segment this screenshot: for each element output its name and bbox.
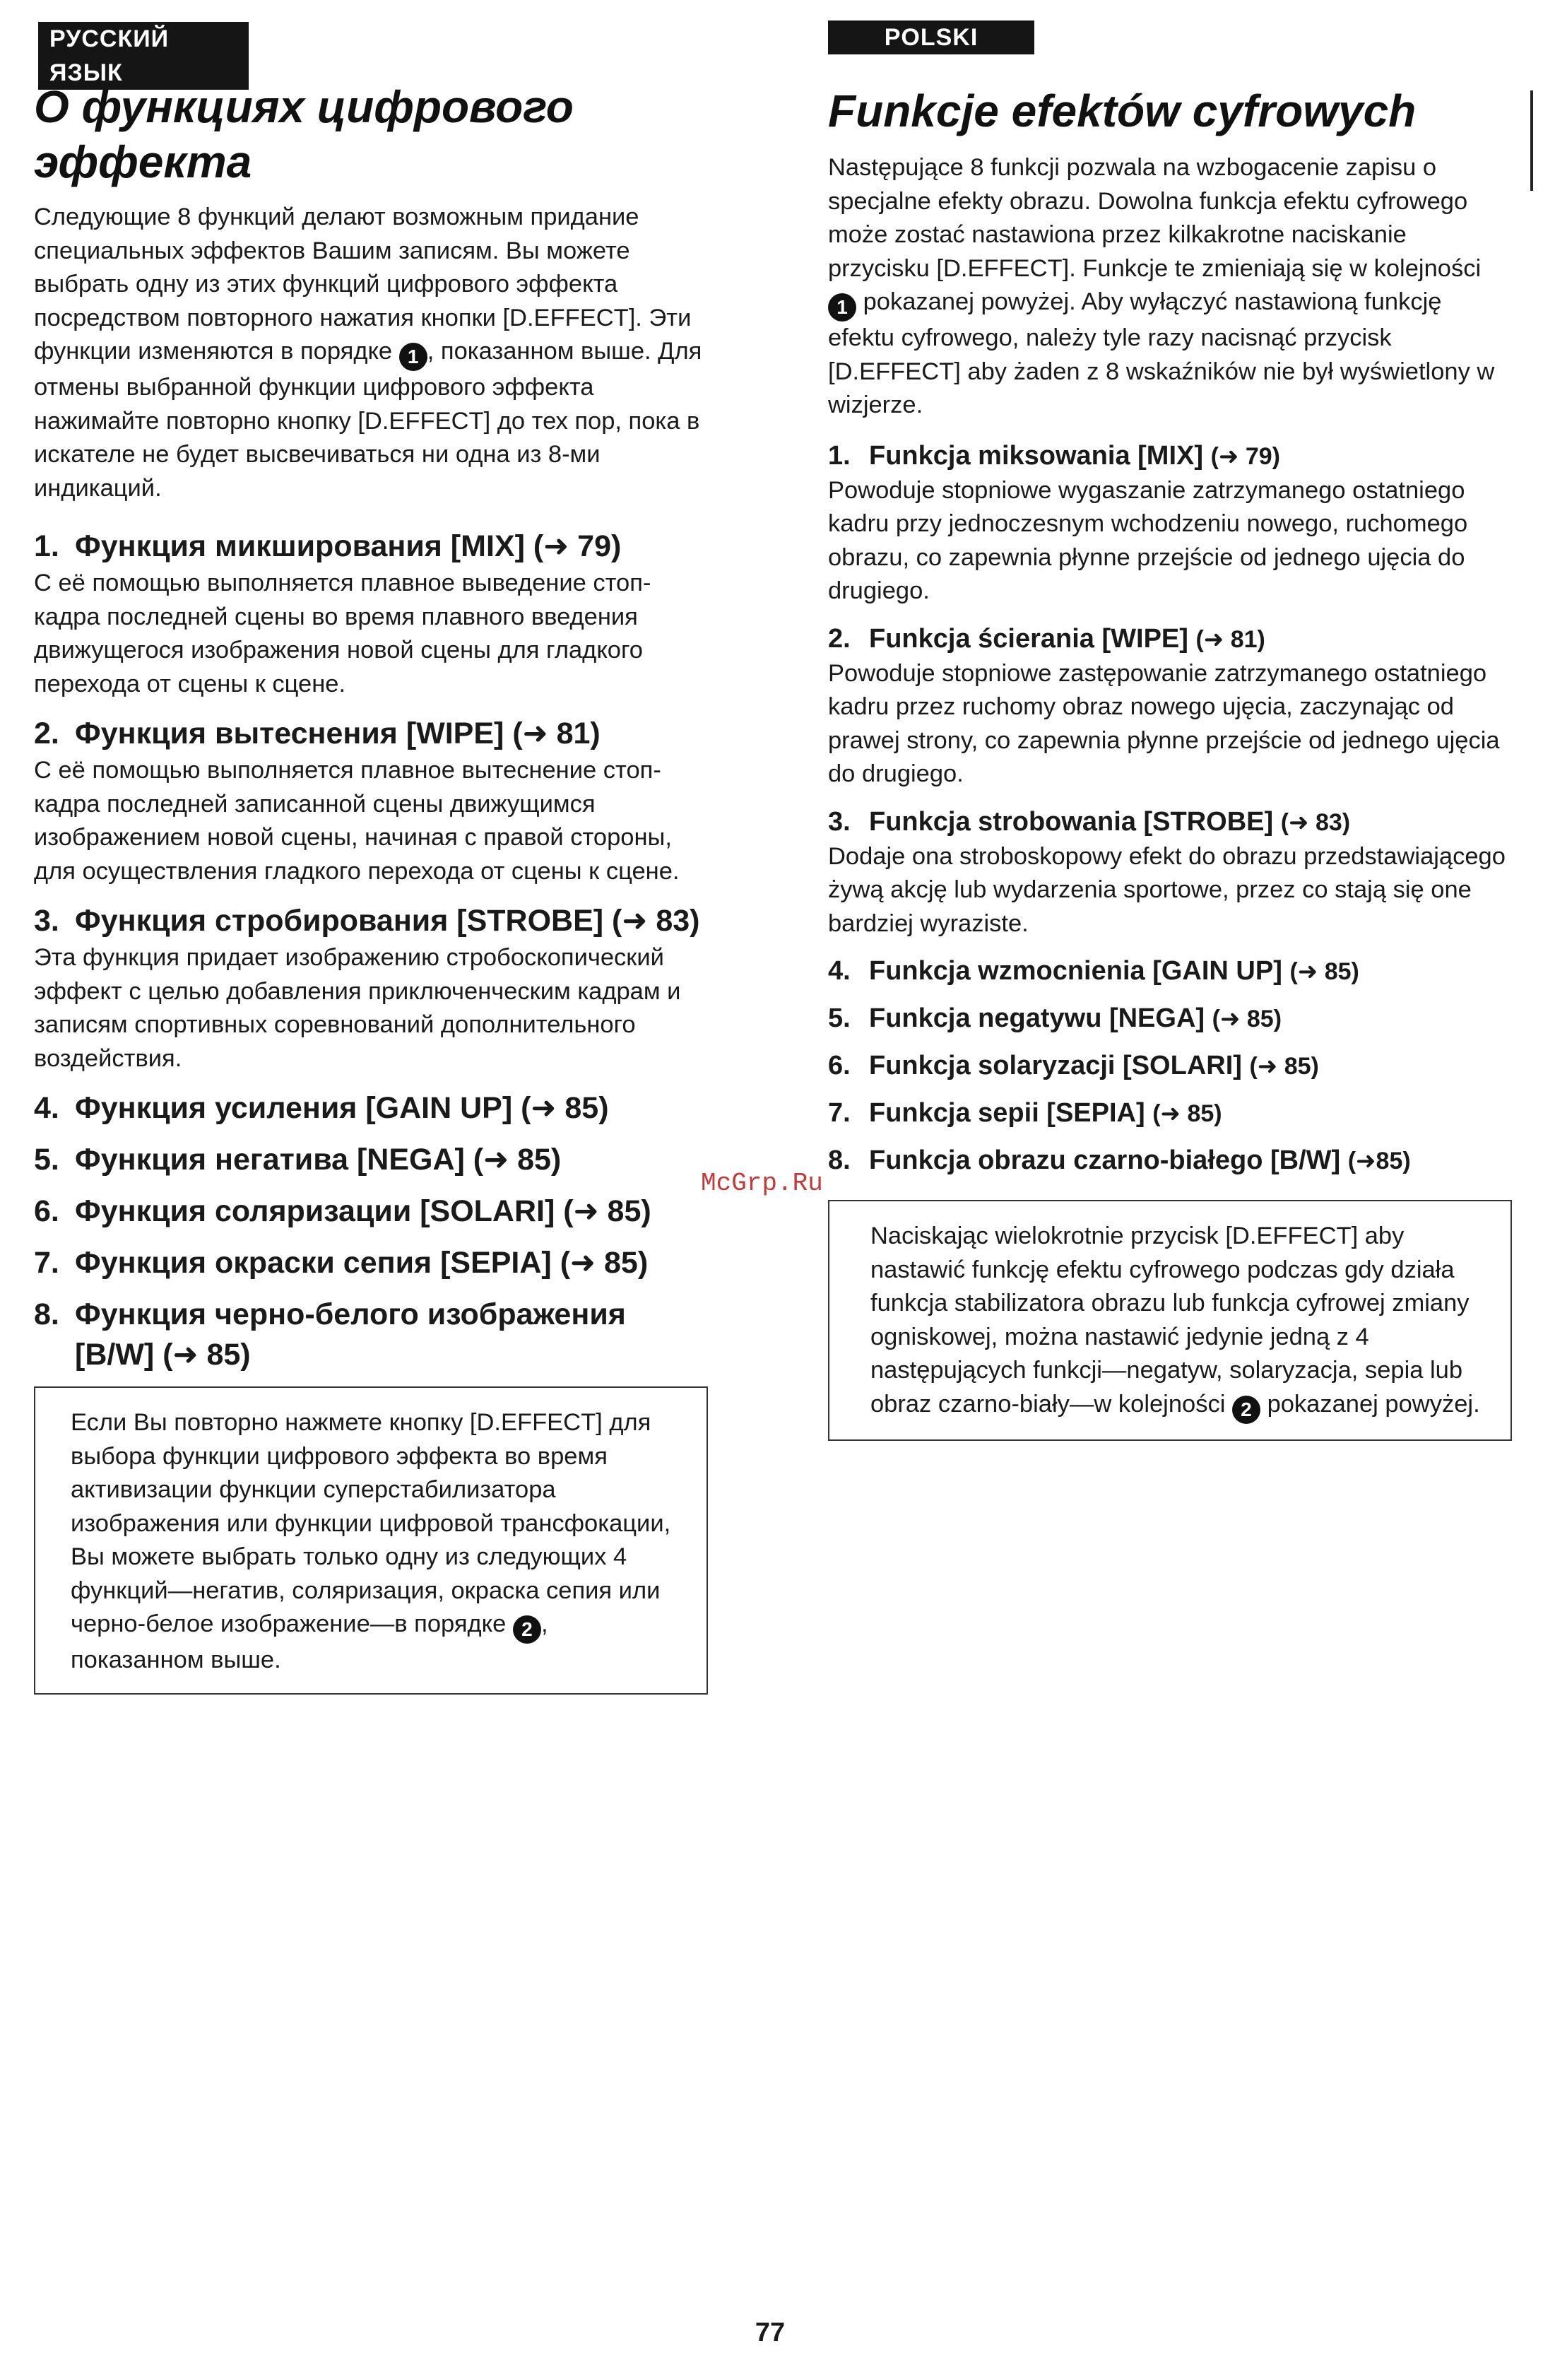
function-title: Funkcja obrazu czarno-białego [B/W] [869,1145,1341,1175]
order-marker-1: 1 [399,343,427,371]
language-tag-polish: POLSKI [828,20,1034,54]
page-ref: (➜ 85) [162,1338,251,1372]
function-item: 1. Функция микширования [MIX] (➜ 79) С её помощью выполняется плавное выведение стоп-кадра последней сцены во время плавного введения движущегося изображения новой сцены для гладкого перехода от сцены к сцене. [34,526,707,701]
page-ref: (➜ 85) [1212,1006,1282,1032]
function-description: Dodaje ona stroboskopowy efekt do obrazu przedstawiającego żywą akcję lub wydarzenia sportowe, przez co stają się one bardziej wyraziste. [828,842,1506,937]
function-item: 8. Функция черно-белого изображения [B/W] (➜ 85) [34,1297,626,1372]
function-title: Функция черно-белого изображения [B/W] [75,1297,626,1372]
function-title: Функция вытеснения [WIPE] [75,717,504,750]
function-item: 8. Funkcja obrazu czarno-białego [B/W] (➜85) [828,1145,1411,1175]
polish-body [828,151,1508,1441]
page-ref: (➜ 83) [612,904,700,938]
page-title-russian: О функциях цифрового эффекта [34,81,574,187]
page-ref: (➜ 85) [563,1194,651,1228]
function-item: 6. Funkcja solaryzacji [SOLARI] (➜ 85) [828,1051,1319,1080]
function-item: 3. Funkcja strobowania [STROBE] (➜ 83) Dodaje ona stroboskopowy efekt do obrazu przedstawiającego żywą akcję lub wydarzenia sportowe, przez co stają się one bardziej wyraziste. [828,804,1508,941]
function-item: 4. Funkcja wzmocnienia [GAIN UP] (➜ 85) [828,956,1359,986]
page-ref: (➜ 81) [1195,625,1265,653]
page-ref: (➜ 79) [533,529,622,563]
function-title: Funkcja miksowania [MIX] [869,440,1203,471]
language-tag-russian: РУССКИЙ ЯЗЫК [38,22,249,90]
note-box: Если Вы повторно нажмете кнопку [D.EFFECT] для выбора функции цифрового эффекта во время активизации функции суперстабилизатора изображения или функции цифровой трансфокации, Вы можете выбрать только одну из следующих 4 функций—негатив, соляризация, окраска сепия или черно-белое изображение—в порядке 2 , показанном выше. [34,1386,708,1695]
page-ref: (➜ 85) [560,1246,649,1280]
function-item: 2. Funkcja ścierania [WIPE] (➜ 81) Powoduje stopniowe zastępowanie zatrzymanego ostatniego kadru przez ruchomy obraz nowego ujęcia, zaczynając od prawej strony, co zapewnia płynne przejście od jednego ujęcia do drugiego. [828,621,1508,791]
function-description: Эта функция придает изображению стробоскопический эффект с целью добавления приключенческим кадрам и записям спортивных соревнований дополнительного воздействия. [34,944,681,1072]
function-item: 7. Функция окраски сепия [SEPIA] (➜ 85) [34,1246,649,1280]
function-description: Powoduje stopniowe wygaszanie zatrzymanego ostatniego kadru przy jednoczesnym wchodzeniu nowego, ruchomego obrazu, co zapewnia płynne przejście od jednego ujęcia do drugiego. [828,476,1468,604]
function-title: Функция усиления [GAIN UP] [75,1091,513,1125]
function-item: 2. Функция вытеснения [WIPE] (➜ 81) С её помощью выполняется плавное вытеснение стоп-кадра последней записанной сцены движущимся изображением новой сцены, начиная с правой стороны, для осуществления гладкого перехода от сцены к сцене. [34,714,707,888]
function-list [34,526,707,1375]
function-title: Funkcja wzmocnienia [GAIN UP] [869,956,1282,986]
function-title: Funkcja negatywu [NEGA] [869,1003,1205,1033]
function-title: Funkcja sepii [SEPIA] [869,1098,1145,1128]
page-ref: (➜ 85) [473,1143,562,1177]
page-ref: (➜ 85) [1152,1100,1222,1127]
note-box: Naciskając wielokrotnie przycisk [D.EFFECT] aby nastawić funkcję efektu cyfrowego podczas gdy działa funkcja stabilizatora obrazu lub funkcja cyfrowej zmiany ogniskowej, można nastawić jedynie jedną z 4 następujących funkcji—negatyw, solaryzacja, sepia lub obraz czarno-biały—w kolejności 2 pokazanej powyżej. [828,1200,1512,1441]
page-ref: (➜85) [1347,1148,1411,1174]
page-ref: (➜ 85) [1249,1053,1319,1080]
function-title: Функция соляризации [SOLARI] [75,1194,555,1228]
function-description: С её помощью выполняется плавное выведение стоп-кадра последней сцены во время плавного введения движущегося изображения новой сцены для гладкого перехода от сцены к сцене. [34,570,651,697]
page-title-polish: Funkcje efektów cyfrowych [828,86,1417,136]
function-item: 7. Funkcja sepii [SEPIA] (➜ 85) [828,1098,1222,1128]
watermark: McGrp.Ru [701,1169,823,1198]
function-title: Функция стробирования [STROBE] [75,904,604,938]
intro-paragraph: Следующие 8 функций делают возможным придание специальных эффектов Вашим записям. Вы можете выбрать одну из этих функций цифрового эффекта посредством повторного нажатия кнопки [D.EFFECT]. Эти функции изменяются в порядке 1 , показанном выше. Для отмены выбранной функции цифрового эффекта нажимайте повторно кнопку [D.EFFECT] до тех пор, пока в искателе не будет высвечиваться ни одна из 8-ми индикаций. [34,204,702,502]
function-list [828,438,1508,1179]
margin-rule [1530,90,1533,191]
function-item: 3. Функция стробирования [STROBE] (➜ 83) Эта функция придает изображению стробоскопический эффект с целью добавления приключенческим кадрам и записям спортивных соревнований дополнительного воздействия. [34,901,707,1076]
function-title: Funkcja ścierania [WIPE] [869,623,1188,654]
page-number: 77 [755,2318,786,2347]
function-item: 5. Функция негатива [NEGA] (➜ 85) [34,1143,562,1177]
function-title: Функция окраски сепия [SEPIA] [75,1246,552,1280]
order-marker-2: 2 [1232,1396,1260,1424]
function-item: 1. Funkcja miksowania [MIX] (➜ 79) Powoduje stopniowe wygaszanie zatrzymanego ostatniego kadru przy jednoczesnym wchodzeniu nowego, ruchomego obrazu, co zapewnia płynne przejście od jednego ujęcia do drugiego. [828,438,1508,608]
page-ref: (➜ 85) [521,1091,609,1125]
page-ref: (➜ 85) [1289,958,1359,985]
function-title: Funkcja solaryzacji [SOLARI] [869,1051,1242,1080]
page-ref: (➜ 81) [512,717,601,750]
function-item: 6. Функция соляризации [SOLARI] (➜ 85) [34,1194,651,1228]
function-item: 4. Функция усиления [GAIN UP] (➜ 85) [34,1091,609,1125]
function-title: Funkcja strobowania [STROBE] [869,806,1274,837]
page-ref: (➜ 83) [1280,808,1351,836]
russian-body [34,201,707,1695]
function-title: Функция негатива [NEGA] [75,1143,465,1177]
function-title: Функция микширования [MIX] [75,529,525,563]
intro-paragraph: Następujące 8 funkcji pozwala na wzbogacenie zapisu o specjalne efekty obrazu. Dowolna funkcja efektu cyfrowego może zostać nastawiona przez kilkakrotne naciskanie przycisku [D.EFFECT]. Funkcje te zmieniają się w kolejności 1 pokazanej powyżej. Aby wyłączyć nastawioną funkcję efektu cyfrowego, należy tyle razy nacisnąć przycisk [D.EFFECT] aby żaden z 8 wskaźników nie był wyświetlony w wizjerze. [828,154,1495,418]
page-ref: (➜ 79) [1210,442,1280,470]
function-item: 5. Funkcja negatywu [NEGA] (➜ 85) [828,1003,1282,1033]
function-description: Powoduje stopniowe zastępowanie zatrzymanego ostatniego kadru przez ruchomy obraz nowego ujęcia, zaczynając od prawej strony, co zapewnia płynne przejście od jednego ujęcia do drugiego. [828,659,1500,787]
order-marker-2: 2 [513,1615,541,1644]
function-description: С её помощью выполняется плавное вытеснение стоп-кадра последней записанной сцены движущимся изображением новой сцены, начиная с правой стороны, для осуществления гладкого перехода от сцены к сцене. [34,757,680,885]
order-marker-1: 1 [828,293,856,322]
